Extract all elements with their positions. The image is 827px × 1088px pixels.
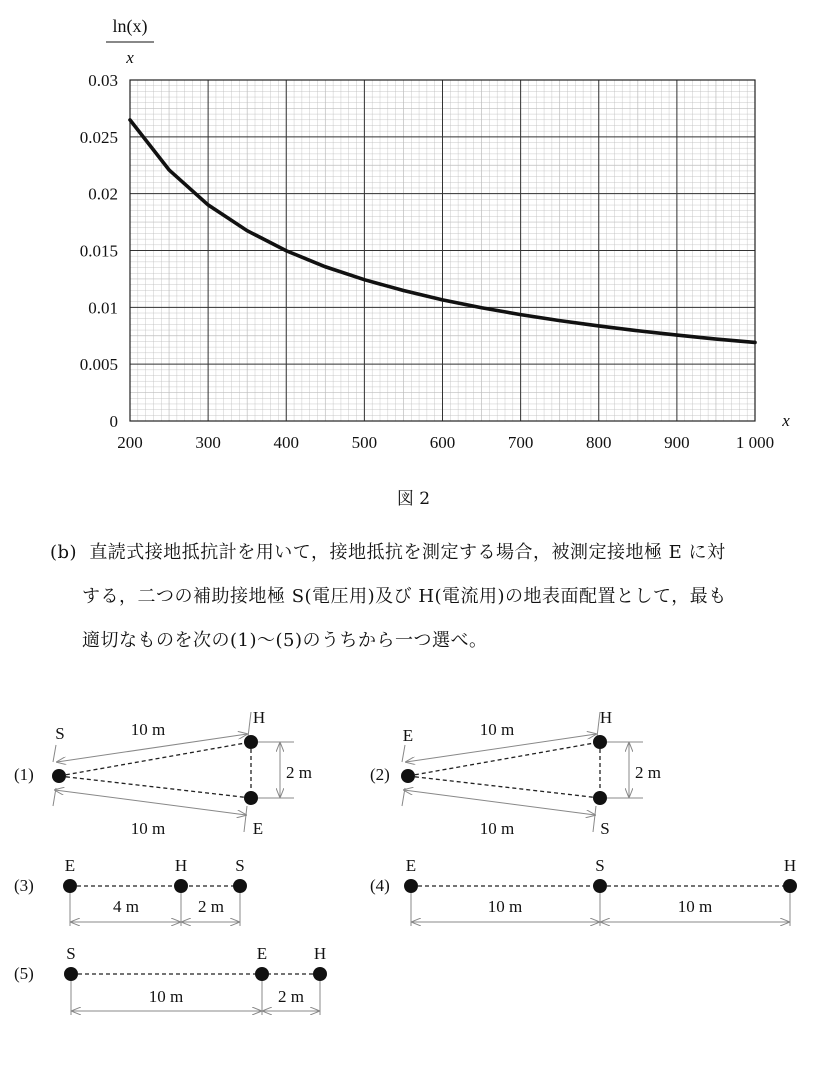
option-1-extension-top [248,712,251,737]
option-2-label-left: E [402,726,414,745]
option-4-distance-1: 10 m [487,897,523,916]
option-3-distance-2: 2 m [198,897,224,916]
y-tick-label: 0 [109,412,118,431]
option-5-electrode-2 [255,967,269,981]
x-tick-label: 200 [117,433,143,452]
y-tick-label: 0.01 [88,298,118,318]
option-5-distance-2: 2 m [278,987,304,1006]
question-text [50,538,726,564]
option-3-electrode-3 [233,879,247,893]
y-tick-labels [80,71,118,431]
option-3-electrode-2 [174,879,188,893]
option-2-electrode-bottom [593,791,607,805]
electrode-layout-options [0,690,827,1030]
option-2-dimension-bottom [404,790,595,815]
option-1-electrode-top [244,735,258,749]
option-1-extension-bottom [244,806,247,832]
option-2-extension-bottom [593,806,596,832]
option-1-distance-right: 2 m [286,763,312,782]
question-line-1: 直読式接地抵抗計を用いて，接地抵抗を測定する場合，被測定接地極 E に対 [89,542,726,563]
y-tick-label: 0.005 [79,355,118,375]
option-1-dimension-bottom [55,790,246,815]
x-axis-label: x [782,411,790,430]
y-tick-label: 0.015 [79,241,118,261]
option-4-label-1: E [405,856,417,875]
option-5-label-1: S [66,944,76,963]
option-4-diagram [370,856,797,926]
option-4-number: (4) [370,876,390,895]
option-2-number: (2) [370,765,390,784]
option-2-electrode-left [401,769,415,783]
option-4-label-3: H [783,856,797,875]
x-tick-label: 800 [586,433,612,452]
option-5-electrode-1 [64,967,78,981]
option-1-number: (1) [14,765,34,784]
question-label: (b) [50,542,78,563]
question-line-3: 適切なものを次の(1)〜(5)のうちから一つ選べ。 [82,630,488,651]
option-1-diagram [14,708,312,838]
option-3-label-2: H [174,856,188,875]
option-2-label-bottom: S [600,819,610,838]
option-2-distance-top: 10 m [479,720,515,739]
option-1-electrode-bottom [244,791,258,805]
option-4-label-2: S [595,856,605,875]
option-1-extension-left-bottom [53,788,56,806]
option-3-diagram [14,856,247,926]
option-4-electrode-3 [783,879,797,893]
option-2-diagram [370,708,661,838]
option-2-electrode-top [593,735,607,749]
option-4-electrode-2 [593,879,607,893]
option-1-electrode-left [52,769,66,783]
option-2-extension-left-bottom [402,788,405,806]
y-tick-label: 0.03 [88,71,118,90]
y-tick-label: 0.02 [88,184,118,204]
option-3-label-3: S [235,856,245,875]
option-3-number: (3) [14,876,34,895]
option-5-diagram [14,944,327,1015]
option-5-number: (5) [14,964,34,983]
option-5-label-2: E [256,944,268,963]
option-4-distance-2: 10 m [677,897,713,916]
x-tick-label: 900 [664,433,690,452]
option-5-label-3: H [313,944,327,963]
option-1-distance-bottom: 10 m [130,819,166,838]
option-1-extension-left-top [53,745,56,762]
option-3-electrode-1 [63,879,77,893]
option-2-distance-right: 2 m [635,763,661,782]
option-2-extension-left-top [402,745,405,762]
x-tick-label: 1 000 [735,433,775,452]
option-5-distance-1: 10 m [148,987,184,1006]
option-1-label-top: H [252,708,266,727]
option-3-distance-1: 4 m [113,897,139,916]
figure-caption: 図 2 [396,489,431,509]
ln-x-over-x-chart [0,0,827,470]
option-1-label-bottom: E [252,819,264,838]
x-tick-label: 500 [351,433,378,452]
y-axis-label-numerator: ln(x) [112,16,148,36]
y-tick-label: 0.025 [79,127,118,147]
option-3-label-1: E [64,856,76,875]
x-tick-label: 600 [429,433,456,452]
option-2-label-top: H [599,708,613,727]
option-5-electrode-3 [313,967,327,981]
option-2-distance-bottom: 10 m [479,819,515,838]
x-tick-label: 700 [507,433,534,452]
question-line-2: する，二つの補助接地極 S(電圧用)及び H(電流用)の地表面配置として，最も [82,586,727,607]
x-tick-label: 400 [273,433,299,452]
x-tick-labels [117,433,774,452]
option-1-label-left: S [55,724,65,743]
x-tick-label: 300 [195,433,221,452]
option-1-distance-top: 10 m [130,720,166,739]
y-axis-label-denominator: x [126,48,134,67]
option-4-electrode-1 [404,879,418,893]
